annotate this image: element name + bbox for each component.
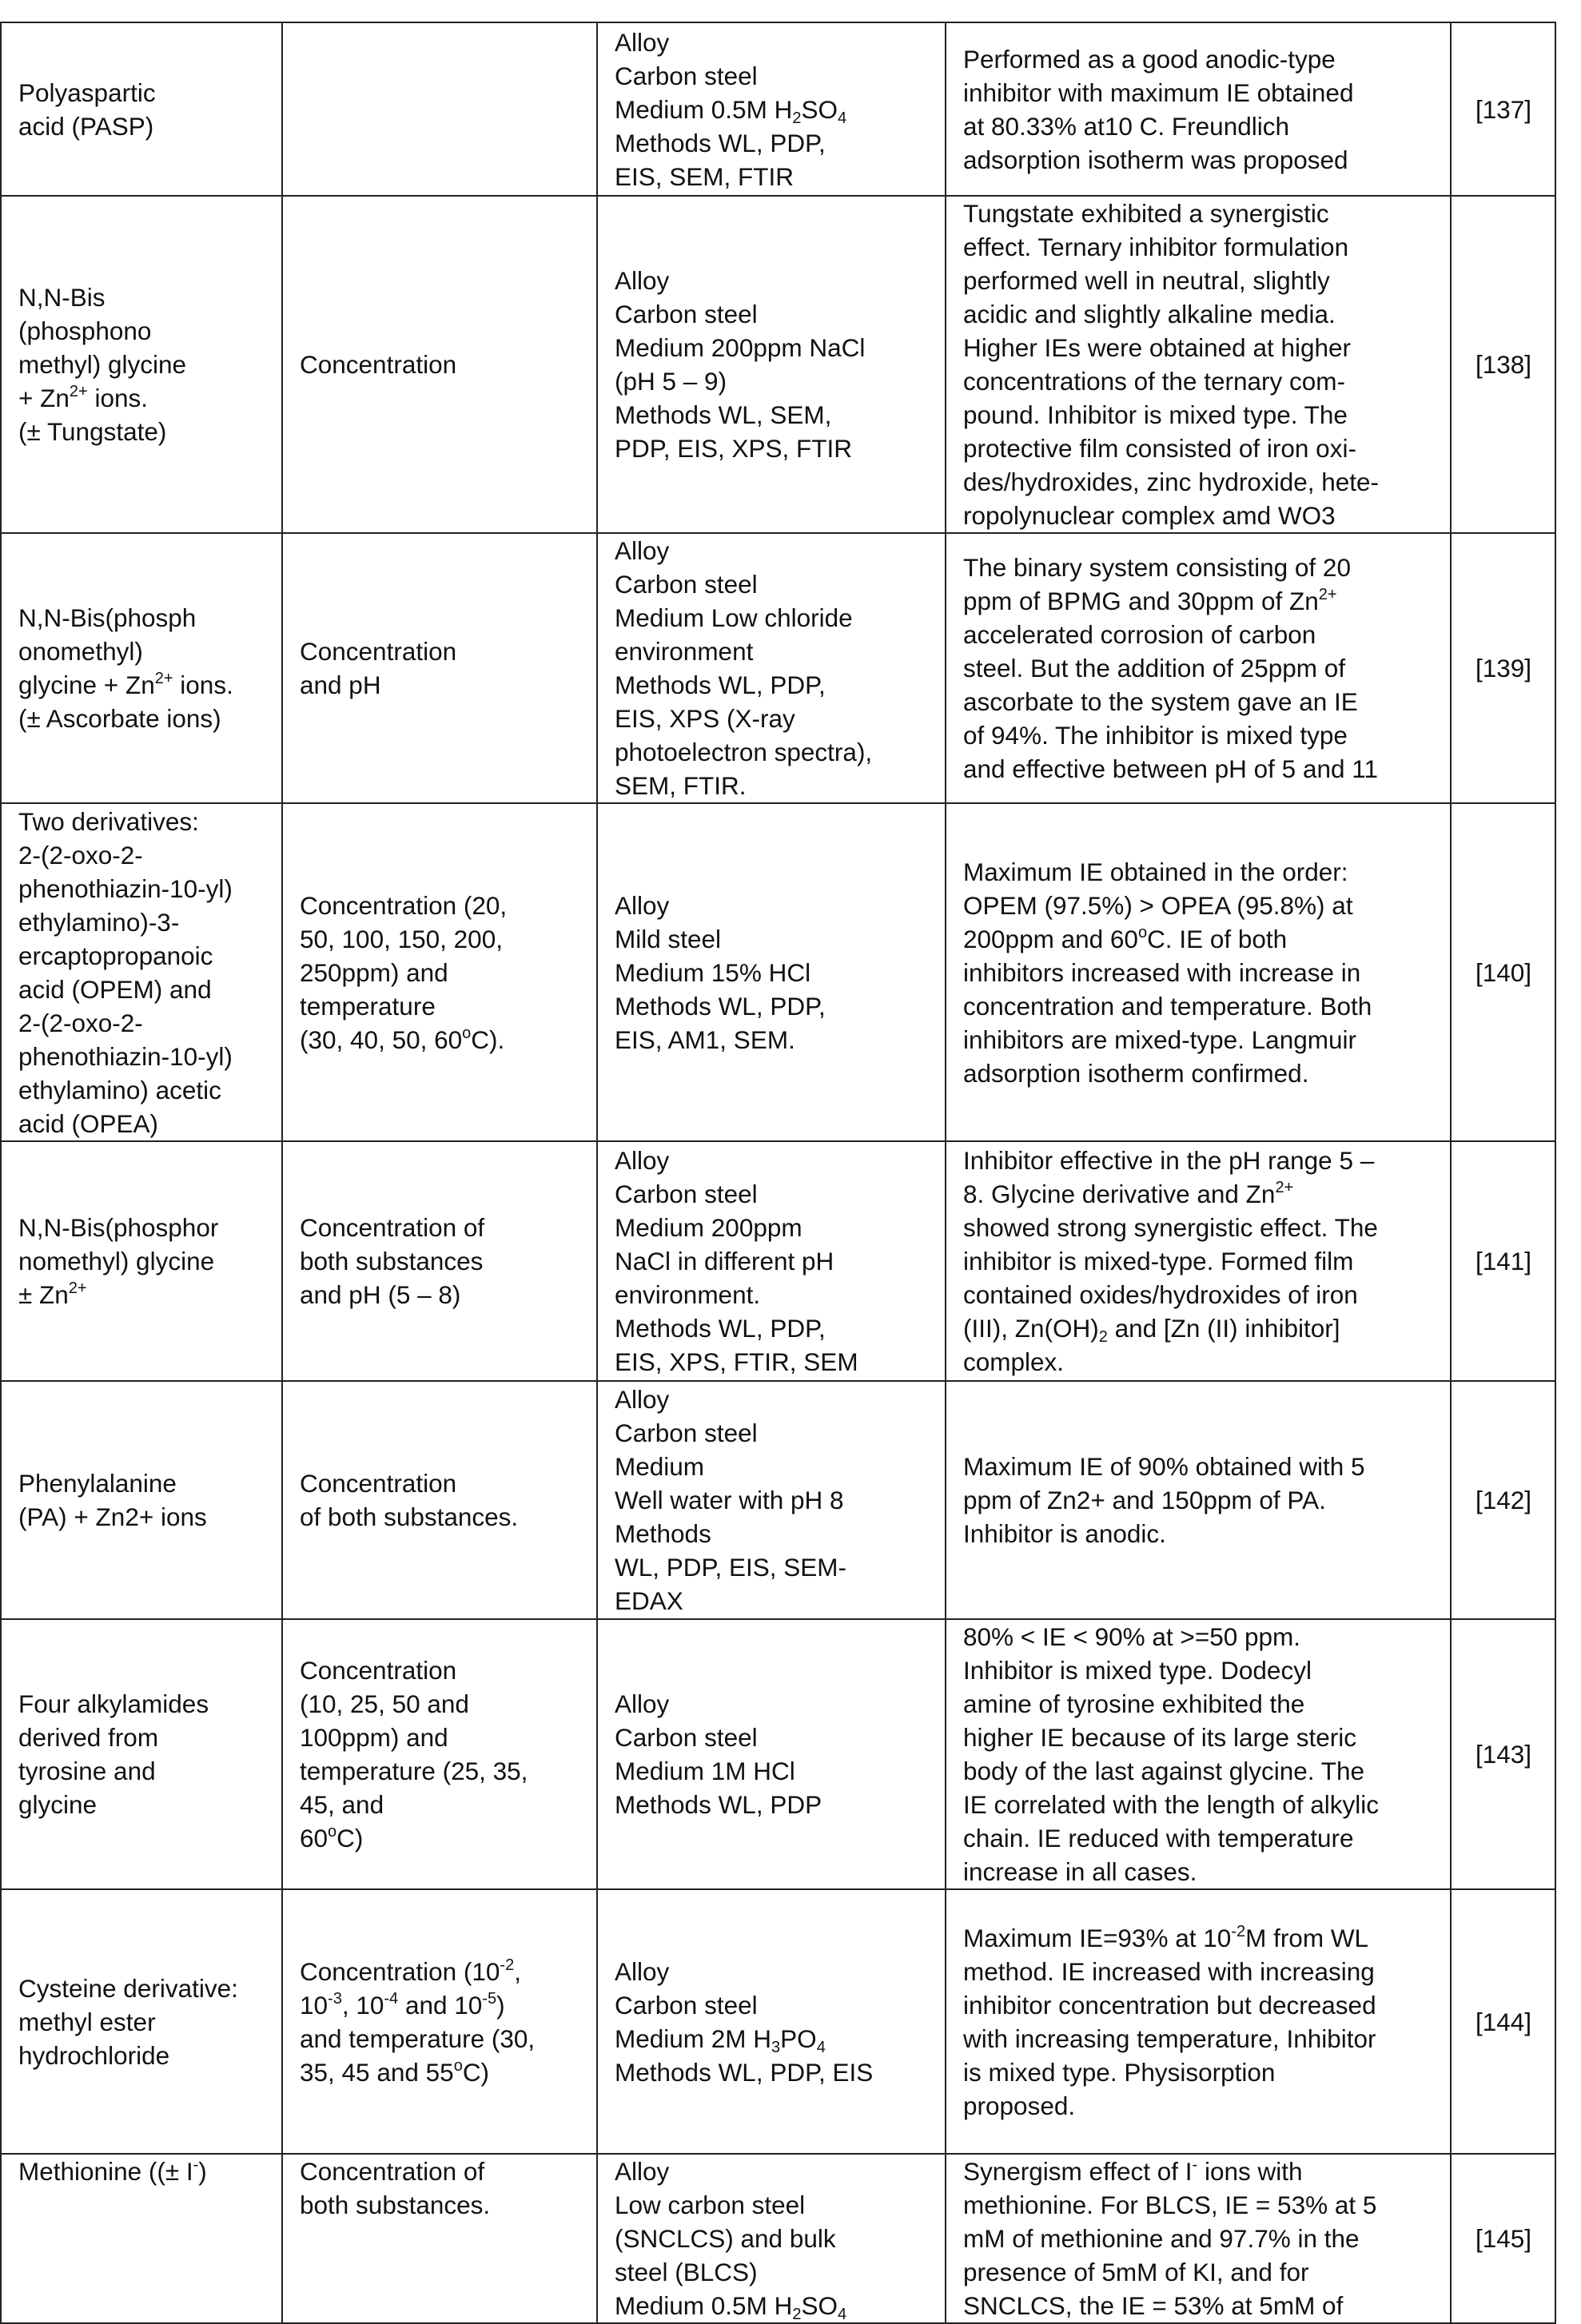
inhibitor-table <box>0 22 1556 2324</box>
cell-line: higher IE because of its large steric <box>963 1723 1357 1752</box>
cell-line: + $Zn^{2+}$ ions. <box>18 383 149 412</box>
cell-line: with increasing temperature, Inhibitor <box>963 2024 1376 2053</box>
cell-line: Synergism effect of I- ions with <box>963 2156 1303 2186</box>
cell-line: ascorbate to the system gave an IE <box>963 687 1358 716</box>
table-row <box>1 2154 1555 2323</box>
cell-line: onomethyl) <box>18 637 143 666</box>
cell-line: tyrosine and <box>18 1757 156 1785</box>
remarks-cell <box>946 803 1451 1141</box>
variables-cell <box>282 196 597 533</box>
cell-line: Carbon steel <box>615 570 758 599</box>
cell-line: inhibitor with maximum IE obtained <box>963 78 1354 107</box>
cell-line: N,N-Bis(phosphor <box>18 1213 219 1242</box>
cell-line: N,N-Bis(phosph <box>18 603 197 632</box>
cell-line: Performed as a good anodic-type <box>963 44 1336 74</box>
table-row <box>1 1889 1555 2154</box>
cell-line: Mild steel <box>615 924 722 953</box>
cell-line: method. IE increased with increasing <box>963 1956 1375 1986</box>
cell-line: Medium 200ppm <box>615 1213 802 1242</box>
cell-line: Alloy <box>615 27 670 57</box>
table-row <box>1 1381 1555 1619</box>
cell-line: 2-(2-oxo-2- <box>18 1008 143 1037</box>
cell-line: Methods WL, SEM, <box>615 400 832 429</box>
cell-line: OPEM (97.5%) > OPEA (95.8%) at <box>963 890 1353 920</box>
compound-cell <box>1 533 282 803</box>
cell-line: temperature (25, 35, <box>300 1757 528 1785</box>
cell-line: of both substances. <box>300 1502 519 1531</box>
cell-line: Alloy <box>615 1385 670 1414</box>
variables-cell <box>282 1619 597 1889</box>
cell-line: methionine. For BLCS, IE = 53% at 5 <box>963 2191 1377 2219</box>
variables-cell <box>282 1381 597 1619</box>
cell-line: at 80.33% at10 C. Freundlich <box>963 111 1289 141</box>
cell-line: pound. Inhibitor is mixed type. The <box>963 400 1348 429</box>
cell-line: Medium 2M $H_3PO_4$ <box>615 2024 826 2056</box>
table-row <box>1 196 1555 533</box>
compound-cell <box>1 196 282 533</box>
cell-line: Medium 15% HCl <box>615 957 811 987</box>
cell-line: Methods WL, PDP, <box>615 128 826 157</box>
conditions-cell <box>597 533 946 803</box>
reference-cell: [137] <box>1451 22 1555 196</box>
cell-line: Maximum IE of 90% obtained with 5 <box>963 1452 1365 1481</box>
cell-line: Inhibitor is mixed type. Dodecyl <box>963 1656 1312 1685</box>
cell-line: accelerated corrosion of carbon <box>963 620 1316 649</box>
compound-cell <box>1 1619 282 1889</box>
cell-line: WL, PDP, EIS, SEM- <box>615 1553 846 1582</box>
cell-line: acidic and slightly alkaline media. <box>963 300 1336 328</box>
cell-line: Methods WL, PDP, <box>615 991 826 1021</box>
cell-line: (30, 40, 50, 60$^o$C). <box>300 1024 505 1054</box>
compound-cell <box>1 22 282 196</box>
cell-line: ± $Zn^{2+}$ <box>18 1279 87 1309</box>
cell-line: presence of 5mM of KI, and for <box>963 2258 1309 2286</box>
cell-line: IE correlated with the length of alkylic <box>963 1790 1380 1819</box>
cell-line: Cysteine derivative: <box>18 1973 238 2003</box>
cell-line: SEM, FTIR. <box>615 771 747 800</box>
cell-line: (SNCLCS) and bulk <box>615 2224 836 2253</box>
cell-line: glycine + $Zn^{2+}$ ions. <box>18 670 233 699</box>
remarks-cell <box>946 1889 1451 2154</box>
cell-line: Methods <box>615 1519 711 1548</box>
cell-line: acid (PASP) <box>18 111 154 141</box>
cell-line: (PA) + Zn2+ ions <box>18 1502 207 1531</box>
cell-line: chain. IE reduced with temperature <box>963 1824 1354 1852</box>
cell-line: Carbon steel <box>615 1180 758 1208</box>
cell-line: NaCl in different pH <box>615 1247 834 1275</box>
cell-line: ethylamino)-3- <box>18 907 180 937</box>
cell-line: Medium 200ppm NaCl <box>615 333 866 362</box>
remarks-cell <box>946 196 1451 533</box>
cell-line: Inhibitor effective in the pH range 5 – <box>963 1146 1375 1175</box>
cell-line: Alloy <box>615 1146 670 1175</box>
cell-line: adsorption isotherm confirmed. <box>963 1058 1309 1088</box>
cell-line: SNCLCS, the IE = 53% at 5mM of <box>963 2291 1344 2320</box>
cell-line: phenothiazin-10-yl) <box>18 1041 233 1071</box>
cell-line: Higher IEs were obtained at higher <box>963 333 1352 362</box>
cell-line: 100ppm) and <box>300 1723 448 1752</box>
cell-line: Alloy <box>615 1689 670 1718</box>
cell-line: body of the last against glycine. The <box>963 1757 1364 1785</box>
variables-cell <box>282 803 597 1141</box>
cell-line: environment. <box>615 1280 761 1309</box>
cell-line: 45, and <box>300 1790 384 1819</box>
cell-line: Polyaspartic <box>18 78 156 107</box>
cell-line: EIS, AM1, SEM. <box>615 1025 795 1054</box>
cell-line: Maximum IE=93% at $10^{-2}M$ from WL <box>963 1922 1369 1952</box>
cell-line: Medium 0.5M $H_2SO_4$ <box>615 2291 847 2323</box>
table-row <box>1 803 1555 1141</box>
remarks-cell <box>946 1619 1451 1889</box>
cell-line: Carbon steel <box>615 61 758 90</box>
cell-line: des/hydroxides, zinc hydroxide, hete- <box>963 468 1380 496</box>
reference-cell: [142] <box>1451 1381 1555 1619</box>
reference-cell: [141] <box>1451 1141 1555 1381</box>
cell-line: and effective between pH of 5 and 11 <box>963 754 1378 783</box>
cell-line: and temperature (30, <box>300 2024 536 2053</box>
compound-cell <box>1 1141 282 1381</box>
cell-line: 200ppm and 60$^o$C. IE of both <box>963 923 1288 953</box>
cell-line: Inhibitor is anodic. <box>963 1519 1166 1548</box>
cell-line: 2-(2-oxo-2- <box>18 840 143 870</box>
cell-line: Concentration <box>300 350 457 379</box>
conditions-cell <box>597 2154 946 2323</box>
cell-line: Maximum IE obtained in the order: <box>963 857 1348 886</box>
cell-line: Methods WL, PDP, <box>615 671 826 699</box>
cell-line: and pH (5 – 8) <box>300 1280 461 1309</box>
reference-cell: [140] <box>1451 803 1555 1141</box>
cell-line: phenothiazin-10-yl) <box>18 873 233 903</box>
cell-line: showed strong synergistic effect. The <box>963 1213 1378 1242</box>
cell-line: Alloy <box>615 1956 670 1986</box>
cell-line: both substances <box>300 1247 484 1275</box>
compound-cell <box>1 2154 282 2323</box>
cell-line: N,N-Bis <box>18 283 106 312</box>
cell-line: (phosphono <box>18 316 152 345</box>
cell-line: Medium Low chloride <box>615 603 853 632</box>
cell-line: (pH 5 – 9) <box>615 367 727 396</box>
cell-line: ethylamino) acetic <box>18 1075 221 1104</box>
cell-line: of 94%. The inhibitor is mixed type <box>963 721 1348 750</box>
cell-line: Methods WL, PDP, EIS <box>615 2057 874 2087</box>
cell-line: PDP, EIS, XPS, FTIR <box>615 434 853 463</box>
table-row <box>1 1619 1555 1889</box>
reference-cell: [145] <box>1451 2154 1555 2323</box>
cell-line: Carbon steel <box>615 1419 758 1447</box>
cell-line: Methionine ((± I-) <box>18 2156 207 2186</box>
cell-line: Concentration <box>300 637 457 666</box>
cell-line: EIS, XPS, FTIR, SEM <box>615 1347 858 1376</box>
cell-line: Carbon steel <box>615 1990 758 2020</box>
variables-cell <box>282 1889 597 2154</box>
compound-cell <box>1 1889 282 2154</box>
cell-line: glycine <box>18 1790 98 1819</box>
cell-line: ppm of Zn2+ and 150ppm of PA. <box>963 1486 1326 1514</box>
cell-line: Concentration (20, <box>300 890 508 920</box>
cell-line: effect. Ternary inhibitor formulation <box>963 233 1349 261</box>
cell-line: steel (BLCS) <box>615 2258 758 2286</box>
table-row <box>1 22 1555 196</box>
remarks-cell <box>946 533 1451 803</box>
cell-line: The binary system consisting of 20 <box>963 553 1351 582</box>
cell-line: $10^{-3}$, $10^{-4}$ and $10^{-5}$) <box>300 1989 505 2020</box>
cell-line: steel. But the addition of 25ppm of <box>963 654 1346 682</box>
reference-cell: [144] <box>1451 1889 1555 2154</box>
cell-line: Methods WL, PDP <box>615 1790 822 1819</box>
cell-line: Phenylalanine <box>18 1469 177 1498</box>
cell-line: environment <box>615 637 754 666</box>
remarks-cell <box>946 1381 1451 1619</box>
reference-cell: [143] <box>1451 1619 1555 1889</box>
cell-line: increase in all cases. <box>963 1857 1197 1886</box>
cell-line: adsorption isotherm was proposed <box>963 145 1348 174</box>
conditions-cell <box>597 803 946 1141</box>
cell-line: Two derivatives: <box>18 806 199 836</box>
cell-line: 50, 100, 150, 200, <box>300 924 503 953</box>
remarks-cell <box>946 22 1451 196</box>
cell-line: temperature <box>300 991 436 1021</box>
cell-line: Four alkylamides <box>18 1689 209 1718</box>
reference-cell: [138] <box>1451 196 1555 533</box>
variables-cell <box>282 533 597 803</box>
cell-line: 80% < IE < 90% at >=50 ppm. <box>963 1622 1301 1651</box>
cell-line: ppm of BPMG and 30ppm of $Zn^{2+}$ <box>963 586 1337 615</box>
conditions-cell <box>597 1141 946 1381</box>
cell-line: inhibitors increased with increase in <box>963 957 1361 987</box>
cell-line: Medium 1M HCl <box>615 1757 795 1785</box>
cell-line: Medium 0.5M $H_2SO_4$ <box>615 94 847 127</box>
compound-cell <box>1 803 282 1141</box>
variables-cell <box>282 22 597 196</box>
cell-line: (± Ascorbate ions) <box>18 704 221 733</box>
cell-line: 8. Glycine derivative and $Zn^{2+}$ <box>963 1179 1294 1208</box>
cell-line: contained oxides/hydroxides of iron <box>963 1280 1358 1309</box>
cell-line: acid (OPEA) <box>18 1108 159 1138</box>
table-row <box>1 533 1555 803</box>
cell-line: Concentration ($10^{-2}$, <box>300 1956 521 1986</box>
cell-line: Medium <box>615 1452 705 1481</box>
cell-line: Low carbon steel <box>615 2191 806 2219</box>
cell-line: hydrochloride <box>18 2040 170 2070</box>
cell-line: Methods WL, PDP, <box>615 1314 826 1343</box>
conditions-cell <box>597 22 946 196</box>
cell-line: nomethyl) glycine <box>18 1247 215 1275</box>
cell-line: concentrations of the ternary com- <box>963 367 1345 396</box>
cell-line: Concentration <box>300 1469 457 1498</box>
cell-line: and pH <box>300 671 381 699</box>
cell-line: 35, 45 and 55$^o$C) <box>300 2056 490 2087</box>
cell-line: Alloy <box>615 890 670 920</box>
cell-line: is mixed type. Physisorption <box>963 2057 1276 2087</box>
cell-line: concentration and temperature. Both <box>963 991 1372 1021</box>
cell-line: protective film consisted of iron oxi- <box>963 434 1356 463</box>
cell-line: Alloy <box>615 2157 670 2186</box>
cell-line: (III), $Zn(OH)_2$ and [Zn (II) inhibitor] <box>963 1314 1340 1346</box>
conditions-cell <box>597 1619 946 1889</box>
cell-line: acid (OPEM) and <box>18 974 212 1004</box>
cell-line: mM of methionine and 97.7% in the <box>963 2224 1360 2253</box>
cell-line: EIS, SEM, FTIR <box>615 161 794 191</box>
conditions-cell <box>597 1381 946 1619</box>
cell-line: performed well in neutral, slightly <box>963 266 1330 295</box>
cell-line: Concentration of <box>300 2157 485 2186</box>
cell-line: methyl ester <box>18 2007 156 2036</box>
cell-line: 250ppm) and <box>300 957 448 987</box>
cell-line: inhibitors are mixed-type. Langmuir <box>963 1025 1356 1054</box>
cell-line: EIS, XPS (X-ray <box>615 704 795 733</box>
cell-line: both substances. <box>300 2191 491 2219</box>
cell-line: ercaptopropanoic <box>18 941 213 970</box>
compound-cell <box>1 1381 282 1619</box>
remarks-cell <box>946 1141 1451 1381</box>
conditions-cell <box>597 196 946 533</box>
cell-line: Carbon steel <box>615 300 758 328</box>
cell-line: Alloy <box>615 536 670 565</box>
cell-line: inhibitor concentration but decreased <box>963 1990 1376 2020</box>
cell-line: complex. <box>963 1347 1065 1376</box>
conditions-cell <box>597 1889 946 2154</box>
cell-line: 60$^o$C) <box>300 1823 364 1852</box>
reference-cell: [139] <box>1451 533 1555 803</box>
cell-line: methyl) glycine <box>18 350 187 379</box>
cell-line: (10, 25, 50 and <box>300 1689 469 1718</box>
cell-line: Well water with pH 8 <box>615 1486 844 1514</box>
cell-line: EDAX <box>615 1586 683 1615</box>
variables-cell <box>282 1141 597 1381</box>
cell-line: ropolynuclear complex amd WO3 <box>963 501 1336 530</box>
cell-line: derived from <box>18 1723 159 1752</box>
cell-line: Tungstate exhibited a synergistic <box>963 199 1329 228</box>
cell-line: proposed. <box>963 2091 1076 2120</box>
remarks-cell <box>946 2154 1451 2323</box>
table-row <box>1 1141 1555 1381</box>
cell-line: Carbon steel <box>615 1723 758 1752</box>
cell-line: photoelectron spectra), <box>615 738 873 766</box>
cell-line: amine of tyrosine exhibited the <box>963 1689 1305 1718</box>
cell-line: inhibitor is mixed-type. Formed film <box>963 1247 1354 1275</box>
cell-line: Alloy <box>615 266 670 295</box>
cell-line: Concentration of <box>300 1213 485 1242</box>
cell-line: (± Tungstate) <box>18 417 167 446</box>
cell-line: Concentration <box>300 1656 457 1685</box>
variables-cell <box>282 2154 597 2323</box>
